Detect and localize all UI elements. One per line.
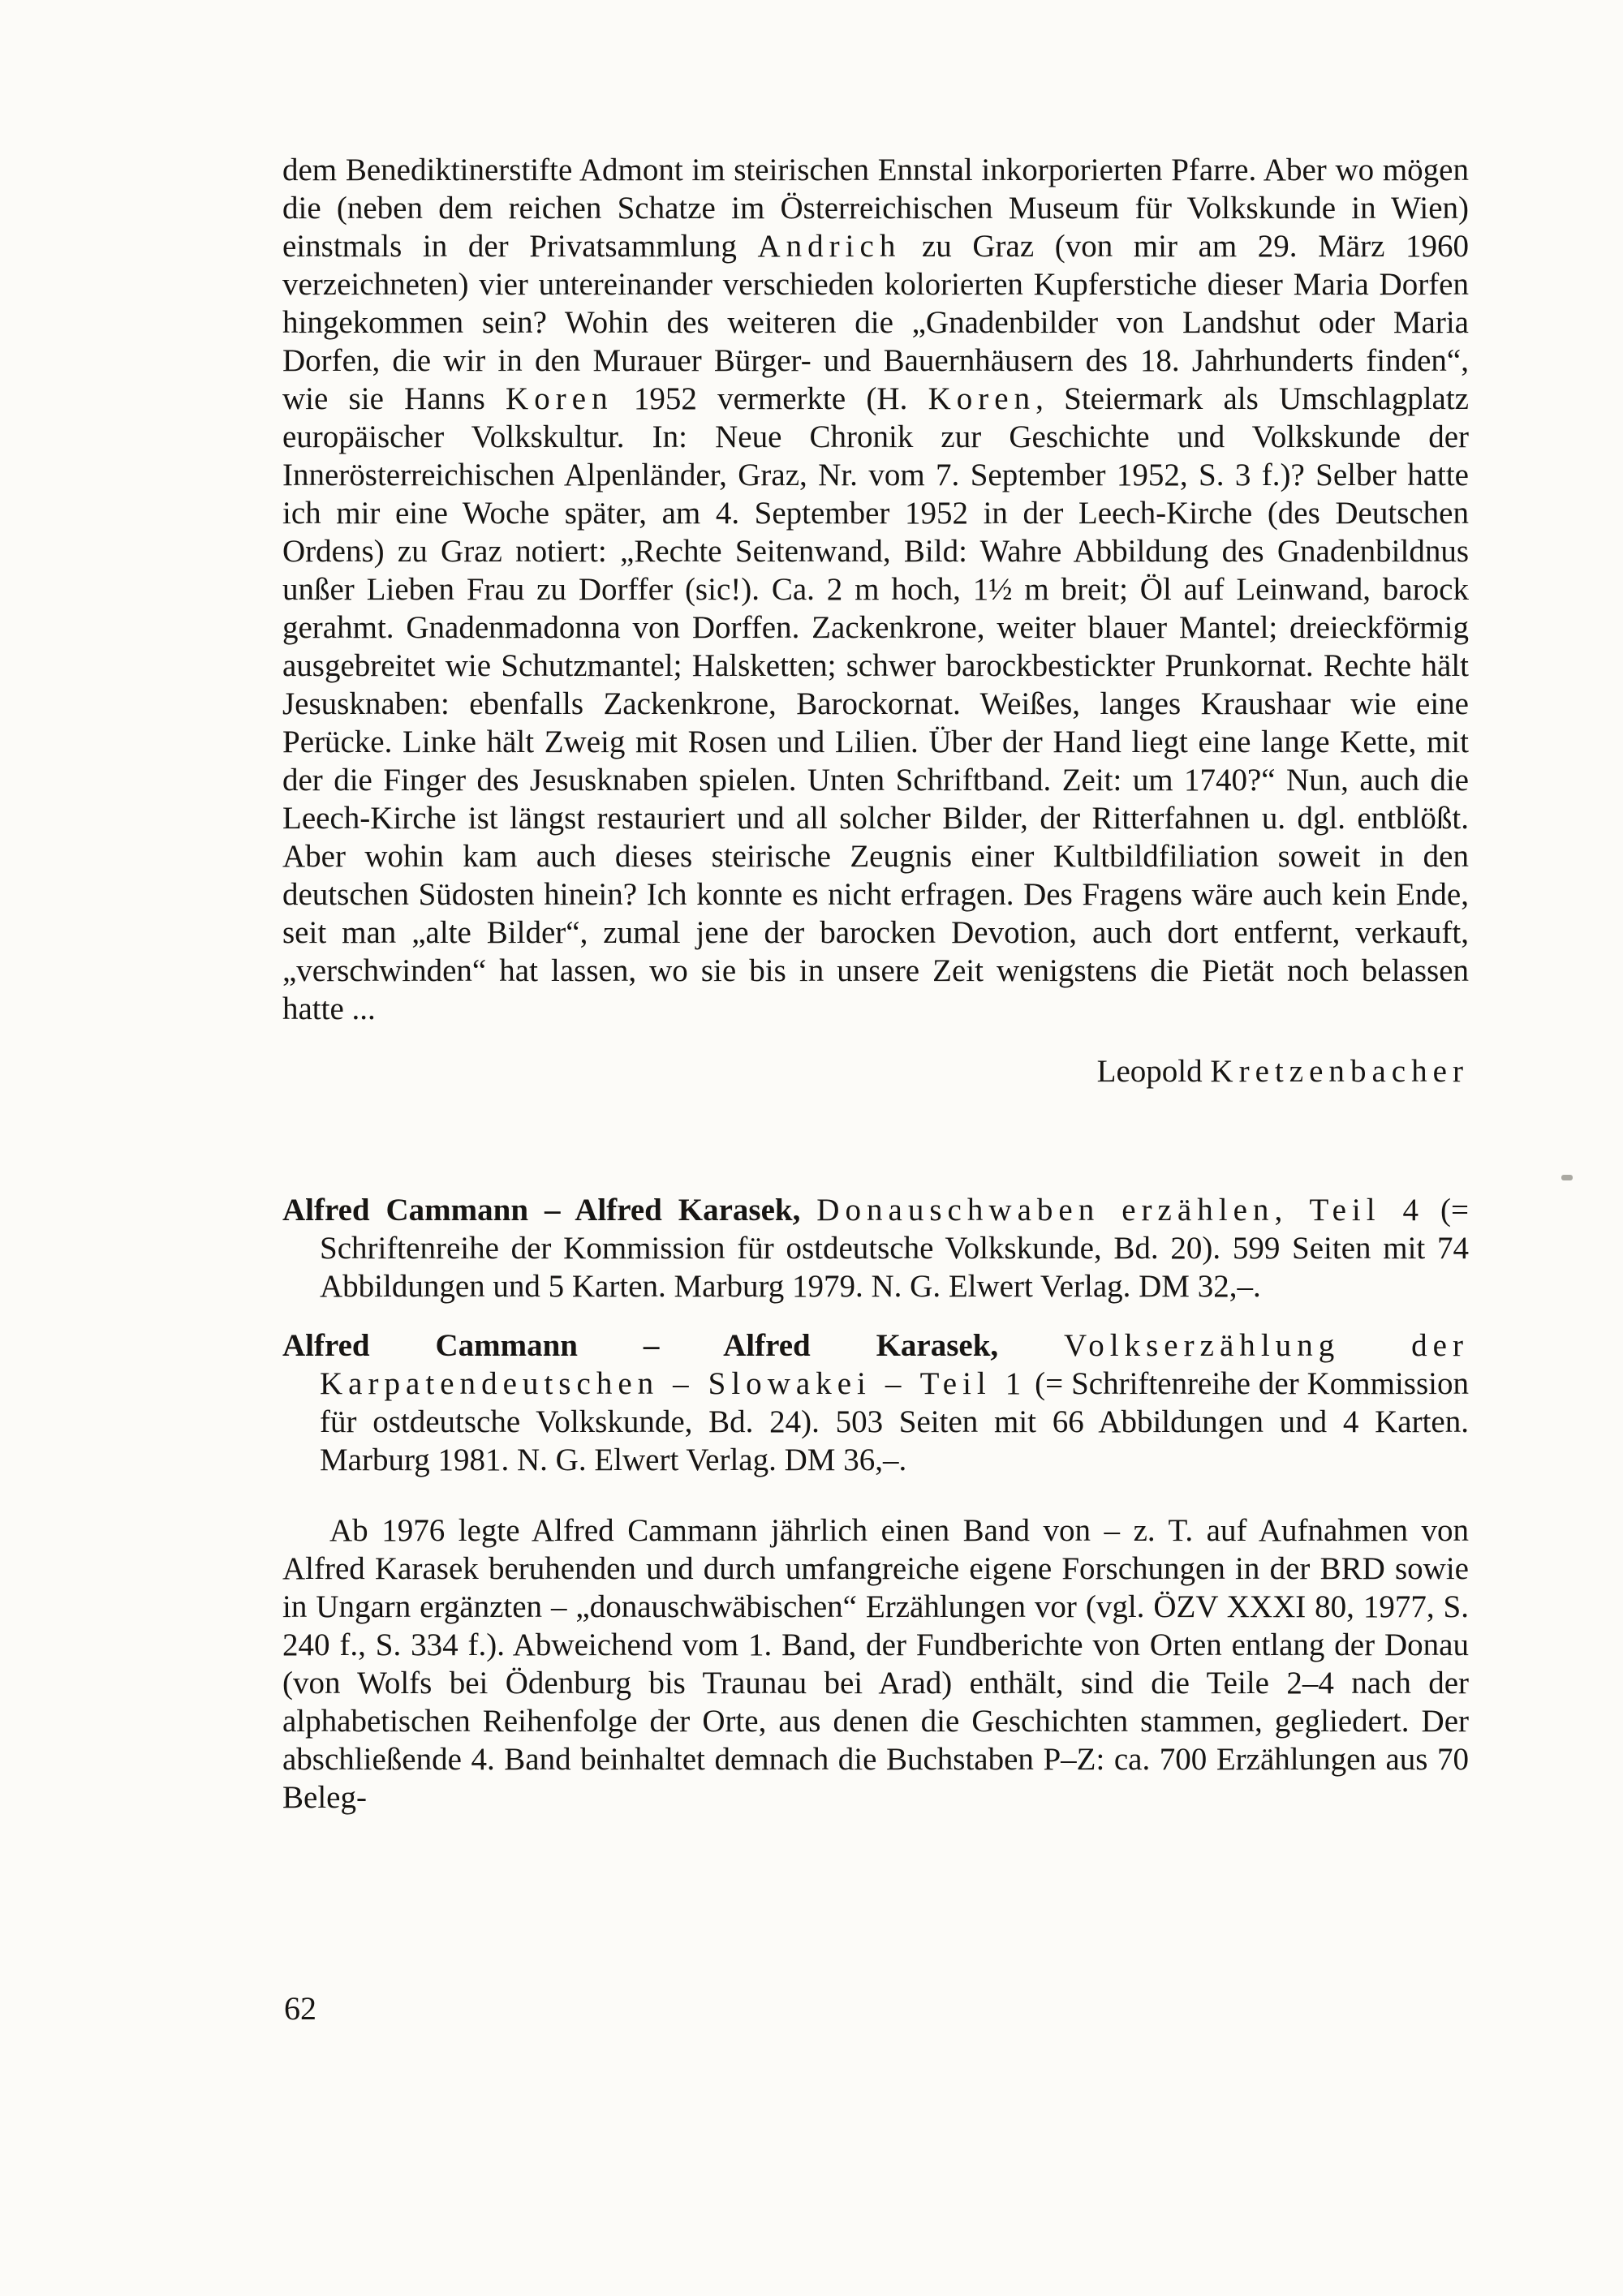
bib-details: (= Schriftenreihe der Kommission für ostdeutsche Volkskunde, Bd. 24). 503 Seiten mit 66 Abbildungen und 4 Karten. Marburg 1981. N. G. Elwert Verlag. DM 36,–. [320,1366,1469,1477]
review-paragraph [282,1511,1469,1817]
article-text-segment: zu Graz (von mir am 29. März 1960 verzeichneten) vier untereinander verschieden kolorierten Kupferstiche dieser Maria Dorfen hingekommen sein? Wohin des weiteren die „Gnadenbilder von Landshut oder Maria Dorfen, die wir in den Murauer Bürger- und Bauernhäusern des 18. Jahrhunderts finden“, wie sie Hanns [282,229,1469,416]
article-text-segment: 1952 vermerkte (H. [613,381,928,416]
person-name-koren: Koren [506,381,613,416]
article-text-segment: dem Benediktinerstifte Admont im steirischen Ennstal inkorporierten Pfarre. Aber wo mögen die (neben dem reichen Schatze im Österreichischen Museum für Volkskunde in Wien) einstmals in der Privatsammlung [282,153,1469,264]
review-body-text: Ab 1976 legte Alfred Cammann jährlich einen Band von – z. T. auf Aufnahmen von Alfred Karasek beruhenden und durch umfangreiche eigene Forschungen in der BRD sowie in Ungarn ergänzten – „donauschwäbischen“ Erzählungen vor (vgl. ÖZV XXXI 80, 1977, S. 240 f., S. 334 f.). Abweichend vom 1. Band, der Fundberichte von Orten entlang der Donau (von Wolfs bei Ödenburg bis Traunau bei Arad) enthält, sind die Teile 2–4 nach der alphabetischen Reihenfolge der Orte, aus denen die Geschichten stammen, gegliedert. Der abschließende 4. Band beinhaltet demnach die Buchstaben P–Z: ca. 700 Erzählungen aus 70 Beleg- [282,1513,1469,1815]
text-column [282,151,1469,1817]
person-name-andrich: Andrich [757,229,902,264]
bib-title: Volkserzählung der Karpatendeutschen – Slowakei – Teil 1 [320,1328,1469,1401]
bibliography-entry [282,1191,1469,1305]
bib-authors: Alfred Cammann – Alfred Karasek, [282,1328,1065,1363]
bib-title: Donauschwaben erzählen, Teil 4 [816,1193,1425,1228]
bibliography-section [282,1191,1469,1479]
author-signature [282,1052,1469,1090]
person-name-koren: Koren [928,381,1036,416]
bib-details: (= Schriftenreihe der Kommission für ostdeutsche Volkskunde, Bd. 20). 599 Seiten mit 74 Abbildungen und 5 Karten. Marburg 1979. N. G. Elwert Verlag. DM 32,–. [320,1193,1469,1304]
signature-first-name: Leopold [1096,1054,1211,1089]
article-text-segment: , Steiermark als Umschlagplatz europäischer Volkskultur. In: Neue Chronik zur Geschichte und Volkskunde der Innerösterreichischen Alpenländer, Graz, Nr. vom 7. September 1952, S. 3 f.)? Selber hatte ich mir eine Woche später, am 4. September 1952 in der Leech-Kirche (des Deutschen Ordens) zu Graz notiert: „Rechte Seitenwand, Bild: Wahre Abbildung des Gnadenbildnus unßer Lieben Frau zu Dorffer (sic!). Ca. 2 m hoch, 1½ m breit; Öl auf Leinwand, barock gerahmt. Gnadenmadonna von Dorffen. Zackenkrone, weiter blauer Mantel; dreieckförmig ausgebreitet wie Schutzmantel; Halsketten; schwer barockbestickter Prunkornat. Rechte hält Jesusknaben: ebenfalls Zackenkrone, Barockornat. Weißes, langes Kraushaar wie eine Perücke. Linke hält Zweig mit Rosen und Lilien. Über der Hand liegt eine lange Kette, mit der die Finger des Jesusknaben spielen. Unten Schriftband. Zeit: um 1740?“ Nun, auch die Leech-Kirche ist längst restauriert und all solcher Bilder, der Ritterfahnen u. dgl. entblößt. Aber wohin kam auch dieses steirische Zeugnis einer Kultbildfiliation soweit in den deutschen Südosten hinein? Ich konnte es nicht erfragen. Des Fragens wäre auch kein Ende, seit man „alte Bilder“, zumal jene der barocken Devotion, auch dort entfernt, verkauft, „verschwinden“ hat lassen, wo sie bis in unsere Zeit wenigstens die Pietät noch belassen hatte ... [282,381,1469,1026]
bibliography-entry [282,1326,1469,1479]
page-number: 62 [284,1990,316,2027]
article-closing-paragraph [282,151,1469,1028]
scan-artifact-mark [1561,1175,1573,1180]
signature-surname: Kretzenbacher [1210,1054,1469,1089]
bib-authors: Alfred Cammann – Alfred Karasek, [282,1193,817,1228]
